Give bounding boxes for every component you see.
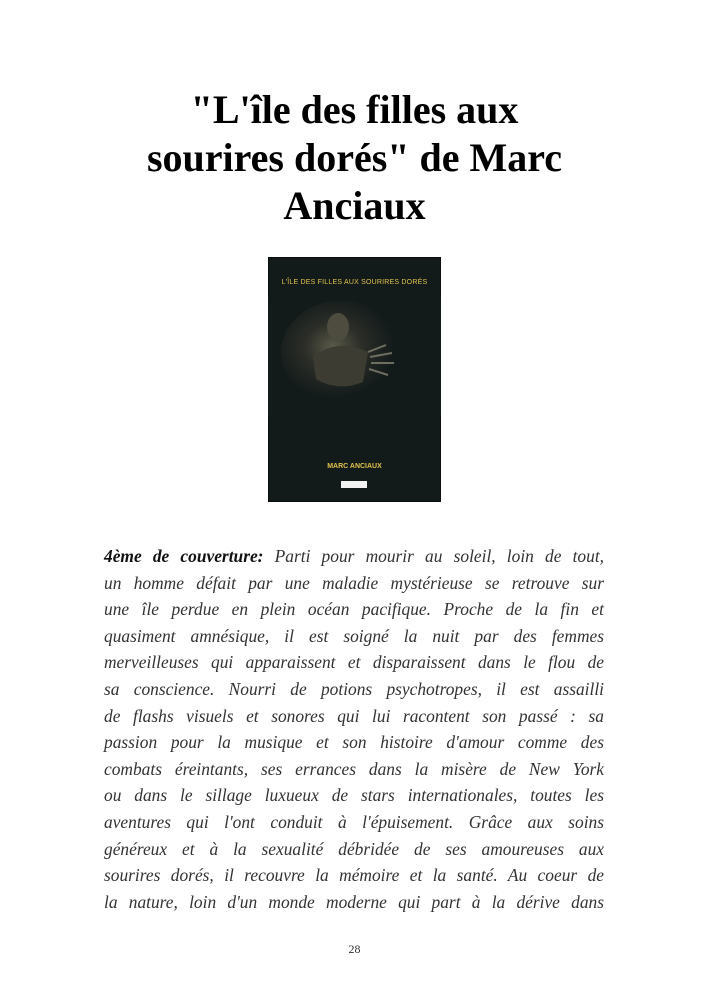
title-line: "L'île des filles aux [190,87,519,132]
back-cover-text [104,543,604,915]
text-line: combats éreintants, ses errances dans la misère de New York [104,758,604,779]
text-line: 4ème de couverture: Parti pour mourir au soleil, loin de tout, [104,546,604,566]
text-line: un homme défait par une maladie mystérieuse se retrouve sur [104,572,604,593]
text-line: quasiment amnésique, il est soigné la nuit par des femmes [104,625,604,646]
page-number: 28 [348,942,361,956]
cover-illustration [268,297,441,417]
page-title [60,86,649,230]
section-label: 4ème de couverture: [104,546,264,566]
text-line: ou dans le sillage luxueux de stars internationales, toutes les [104,785,604,806]
text-line: sourires dorés, il recouvre la mémoire et la santé. Au coeur de [104,865,604,886]
title-line: sourires dorés" de Marc [146,135,563,180]
title-line: Anciaux [283,183,426,228]
text-line: généreux et à la sexualité débridée de ses amoureuses aux [104,838,604,859]
text-line: une île perdue en plein océan pacifique. Proche de la fin et [104,599,604,620]
publisher-logo [341,481,367,488]
cover-title: L'ÎLE DES FILLES AUX SOURIRES DORÉS [281,279,428,286]
text-line: passion pour la musique et son histoire d'amour comme des [104,732,604,753]
cover-author: MARC ANCIAUX [327,463,382,470]
text-line: de flashs visuels et sonores qui lui racontent son passé : sa [104,705,604,726]
text-line: merveilleuses qui apparaissent et disparaissent dans le flou de [104,652,604,673]
text-line: sa conscience. Nourri de potions psychotropes, il est assailli [104,678,604,699]
text-line: aventures qui l'ont conduit à l'épuisement. Grâce aux soins [104,811,604,832]
text-line: la nature, loin d'un monde moderne qui part à la dérive dans [104,891,604,912]
book-cover-image [268,257,441,502]
